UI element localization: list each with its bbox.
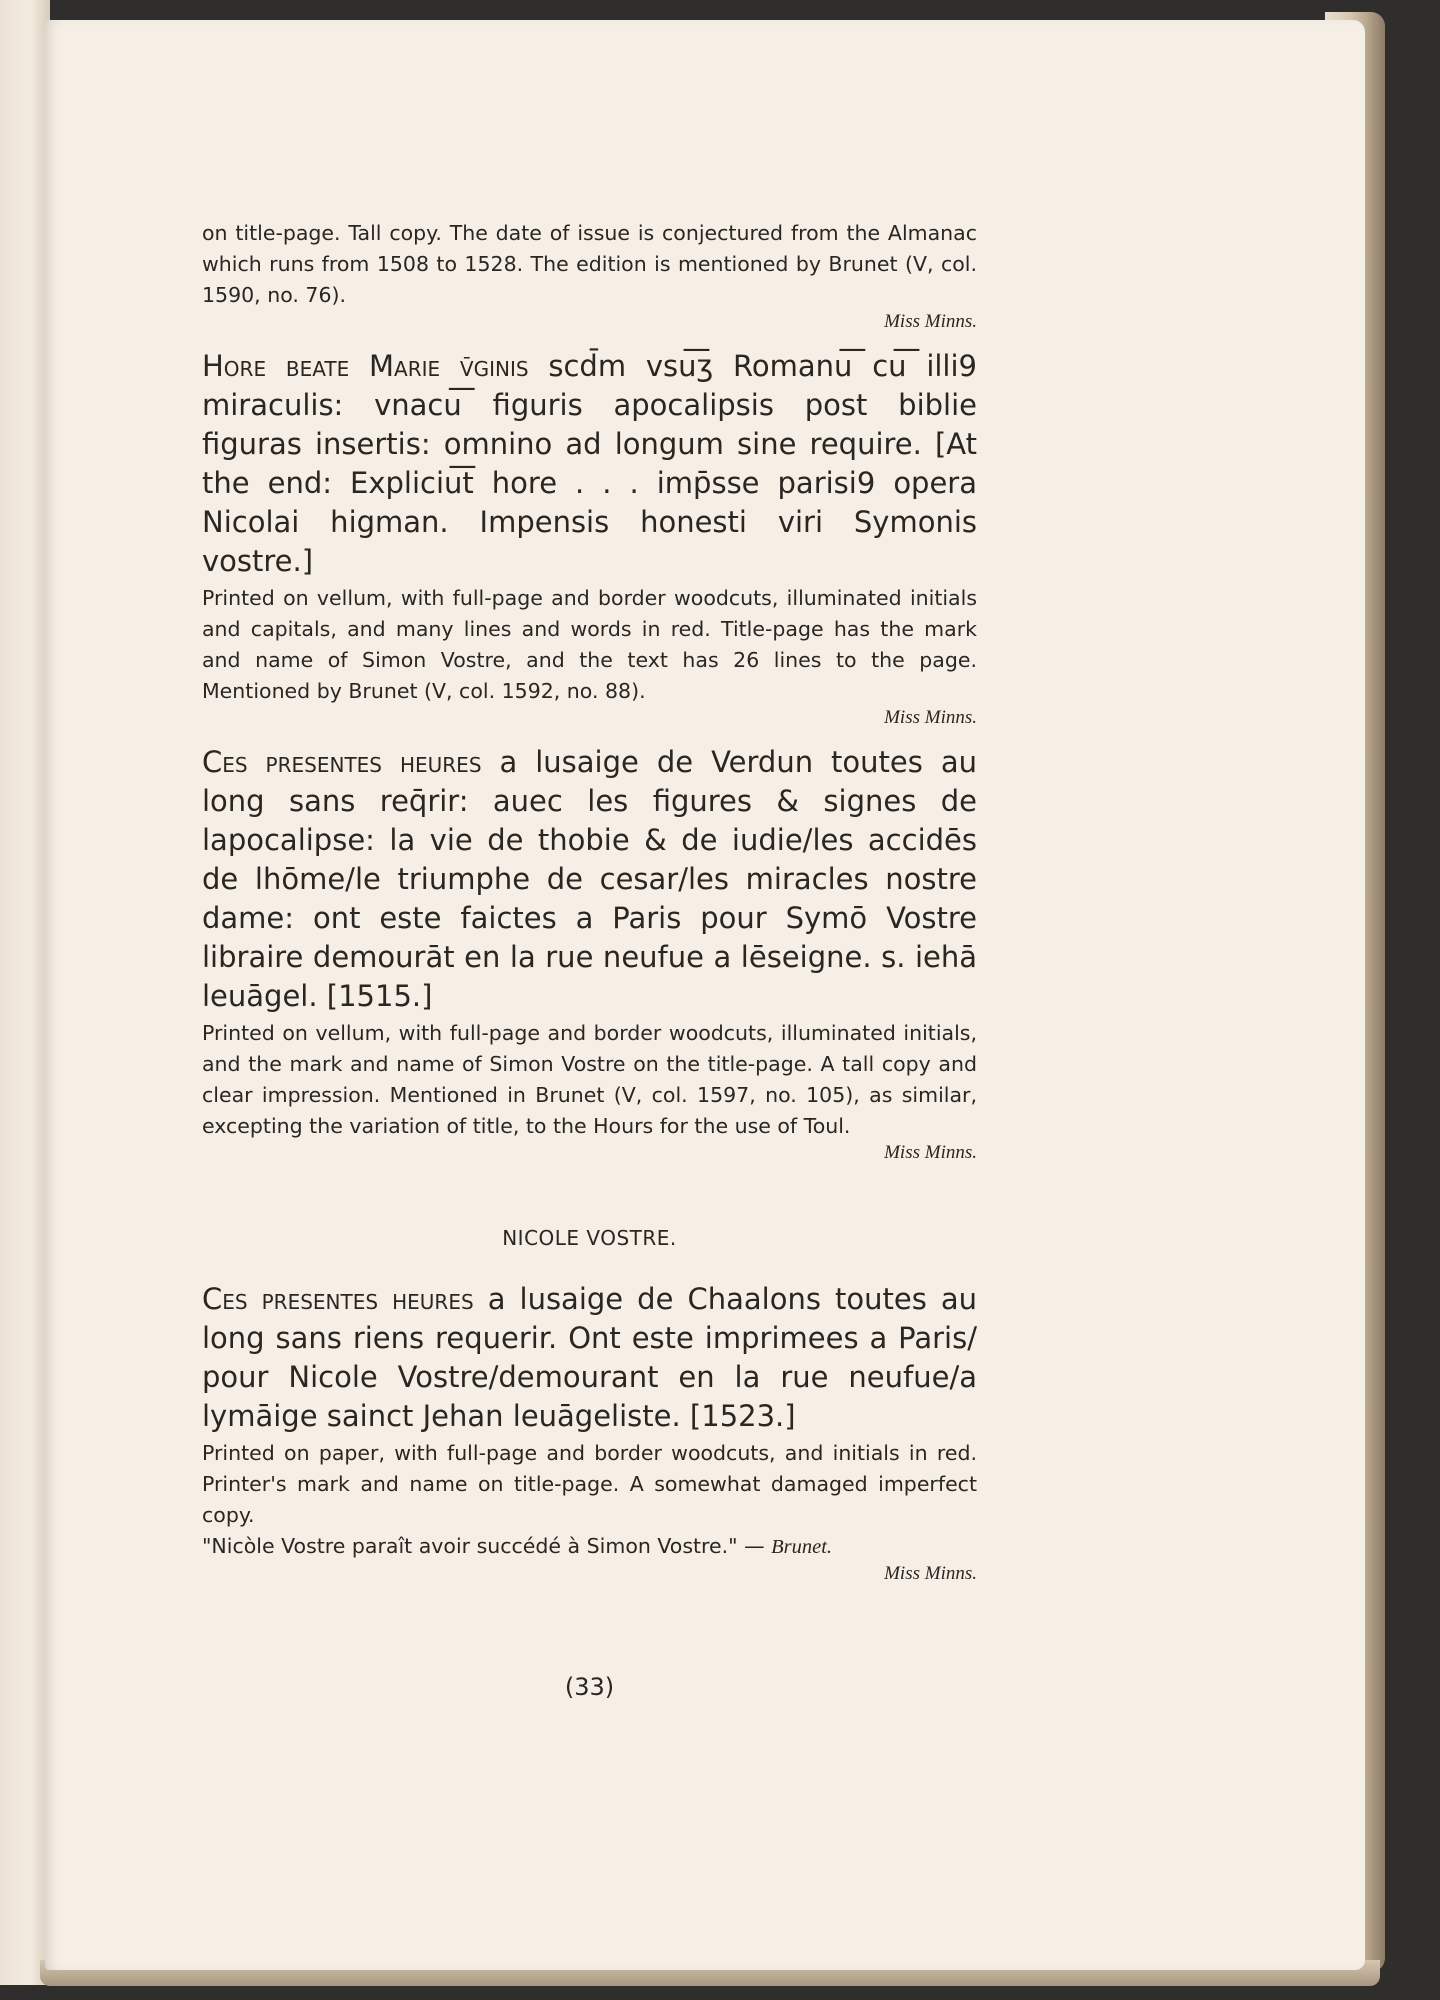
attribution: Miss Minns. [884,1563,977,1584]
title-small-caps: Ces presentes heures [202,745,482,779]
title-small-caps: Ces presentes heures [202,1282,474,1316]
entry-note: Printed on vellum, with full-page and border woodcuts, illuminated initials, and the mark and name of Simon Vostre on the title-page. A tall copy and clear impression. Mentioned in Brunet (V, col. 1597, no. 105), as similar, excepting the variation of title, to the Hours for the use of Toul. [202,1021,977,1138]
title-rest: scd̄m vsu͞ʒ Romanu͞ cu͞ illi9 miraculis: vnacu͞ figuris apocalipsis post biblie figuras insertis: omnino ad longum sine require. [At the end: Expliciu͞t hore . . . imp̄sse parisi9 opera Nicolai higman. Impensis honesti viri Symonis vostre.] [202,349,978,578]
entry-note: Printed on paper, with full-page and border woodcuts, and initials in red. Printer's mark and name on title-page. A somewhat damaged imperfect copy. [202,1441,977,1527]
attribution: Miss Minns. [884,707,977,728]
page-number: (33) [564,1673,615,1701]
facing-page-edge [0,0,50,1985]
title-rest: a lusaige de Verdun toutes au long sans req̄rir: auec les figures & signes de lapocalipse: la vie de thobie & de iudie/les accidēs de lhōme/le triumphe de cesar/les miracles nostre dame: ont este faictes a Paris pour Symō Vostre libraire demourāt en la rue neufue a lēseigne. s. iehā leuāgel. [1515.] [202,745,977,1013]
intro-note: on title-page. Tall copy. The date of issue is conjectured from the Almanac which runs from 1508 to 1528. The edition is mentioned by Brunet (V, col. 1590, no. 76). [202,221,977,307]
attribution: Miss Minns. [884,311,977,332]
entry-title [202,347,977,581]
attribution: Miss Minns. [884,1142,977,1163]
section-heading: NICOLE VOSTRE. [502,1226,677,1250]
entry-note: Printed on vellum, with full-page and border woodcuts, illuminated initials and capitals, and many lines and words in red. Title-page has the mark and name of Simon Vostre, and the text has 26 lines to the page. Mentioned by Brunet (V, col. 1592, no. 88). [202,586,977,703]
entry-title [202,1280,977,1436]
page-text [202,218,977,1725]
quote-text: "Nicòle Vostre paraît avoir succédé à Simon Vostre." — [202,1534,772,1558]
title-small-caps: Hore beate Marie v̄ginis [202,349,529,383]
entry-title [202,743,977,1016]
quote-line [202,1531,977,1563]
quote-source: Brunet. [771,1536,833,1558]
title-rest: a lusaige de Chaalons toutes au long sans riens requerir. Ont este imprimees a Paris/ pour Nicole Vostre/demourant en la rue neufue/a lymāige sainct Jehan leuāgeliste. [1523.] [202,1282,977,1433]
